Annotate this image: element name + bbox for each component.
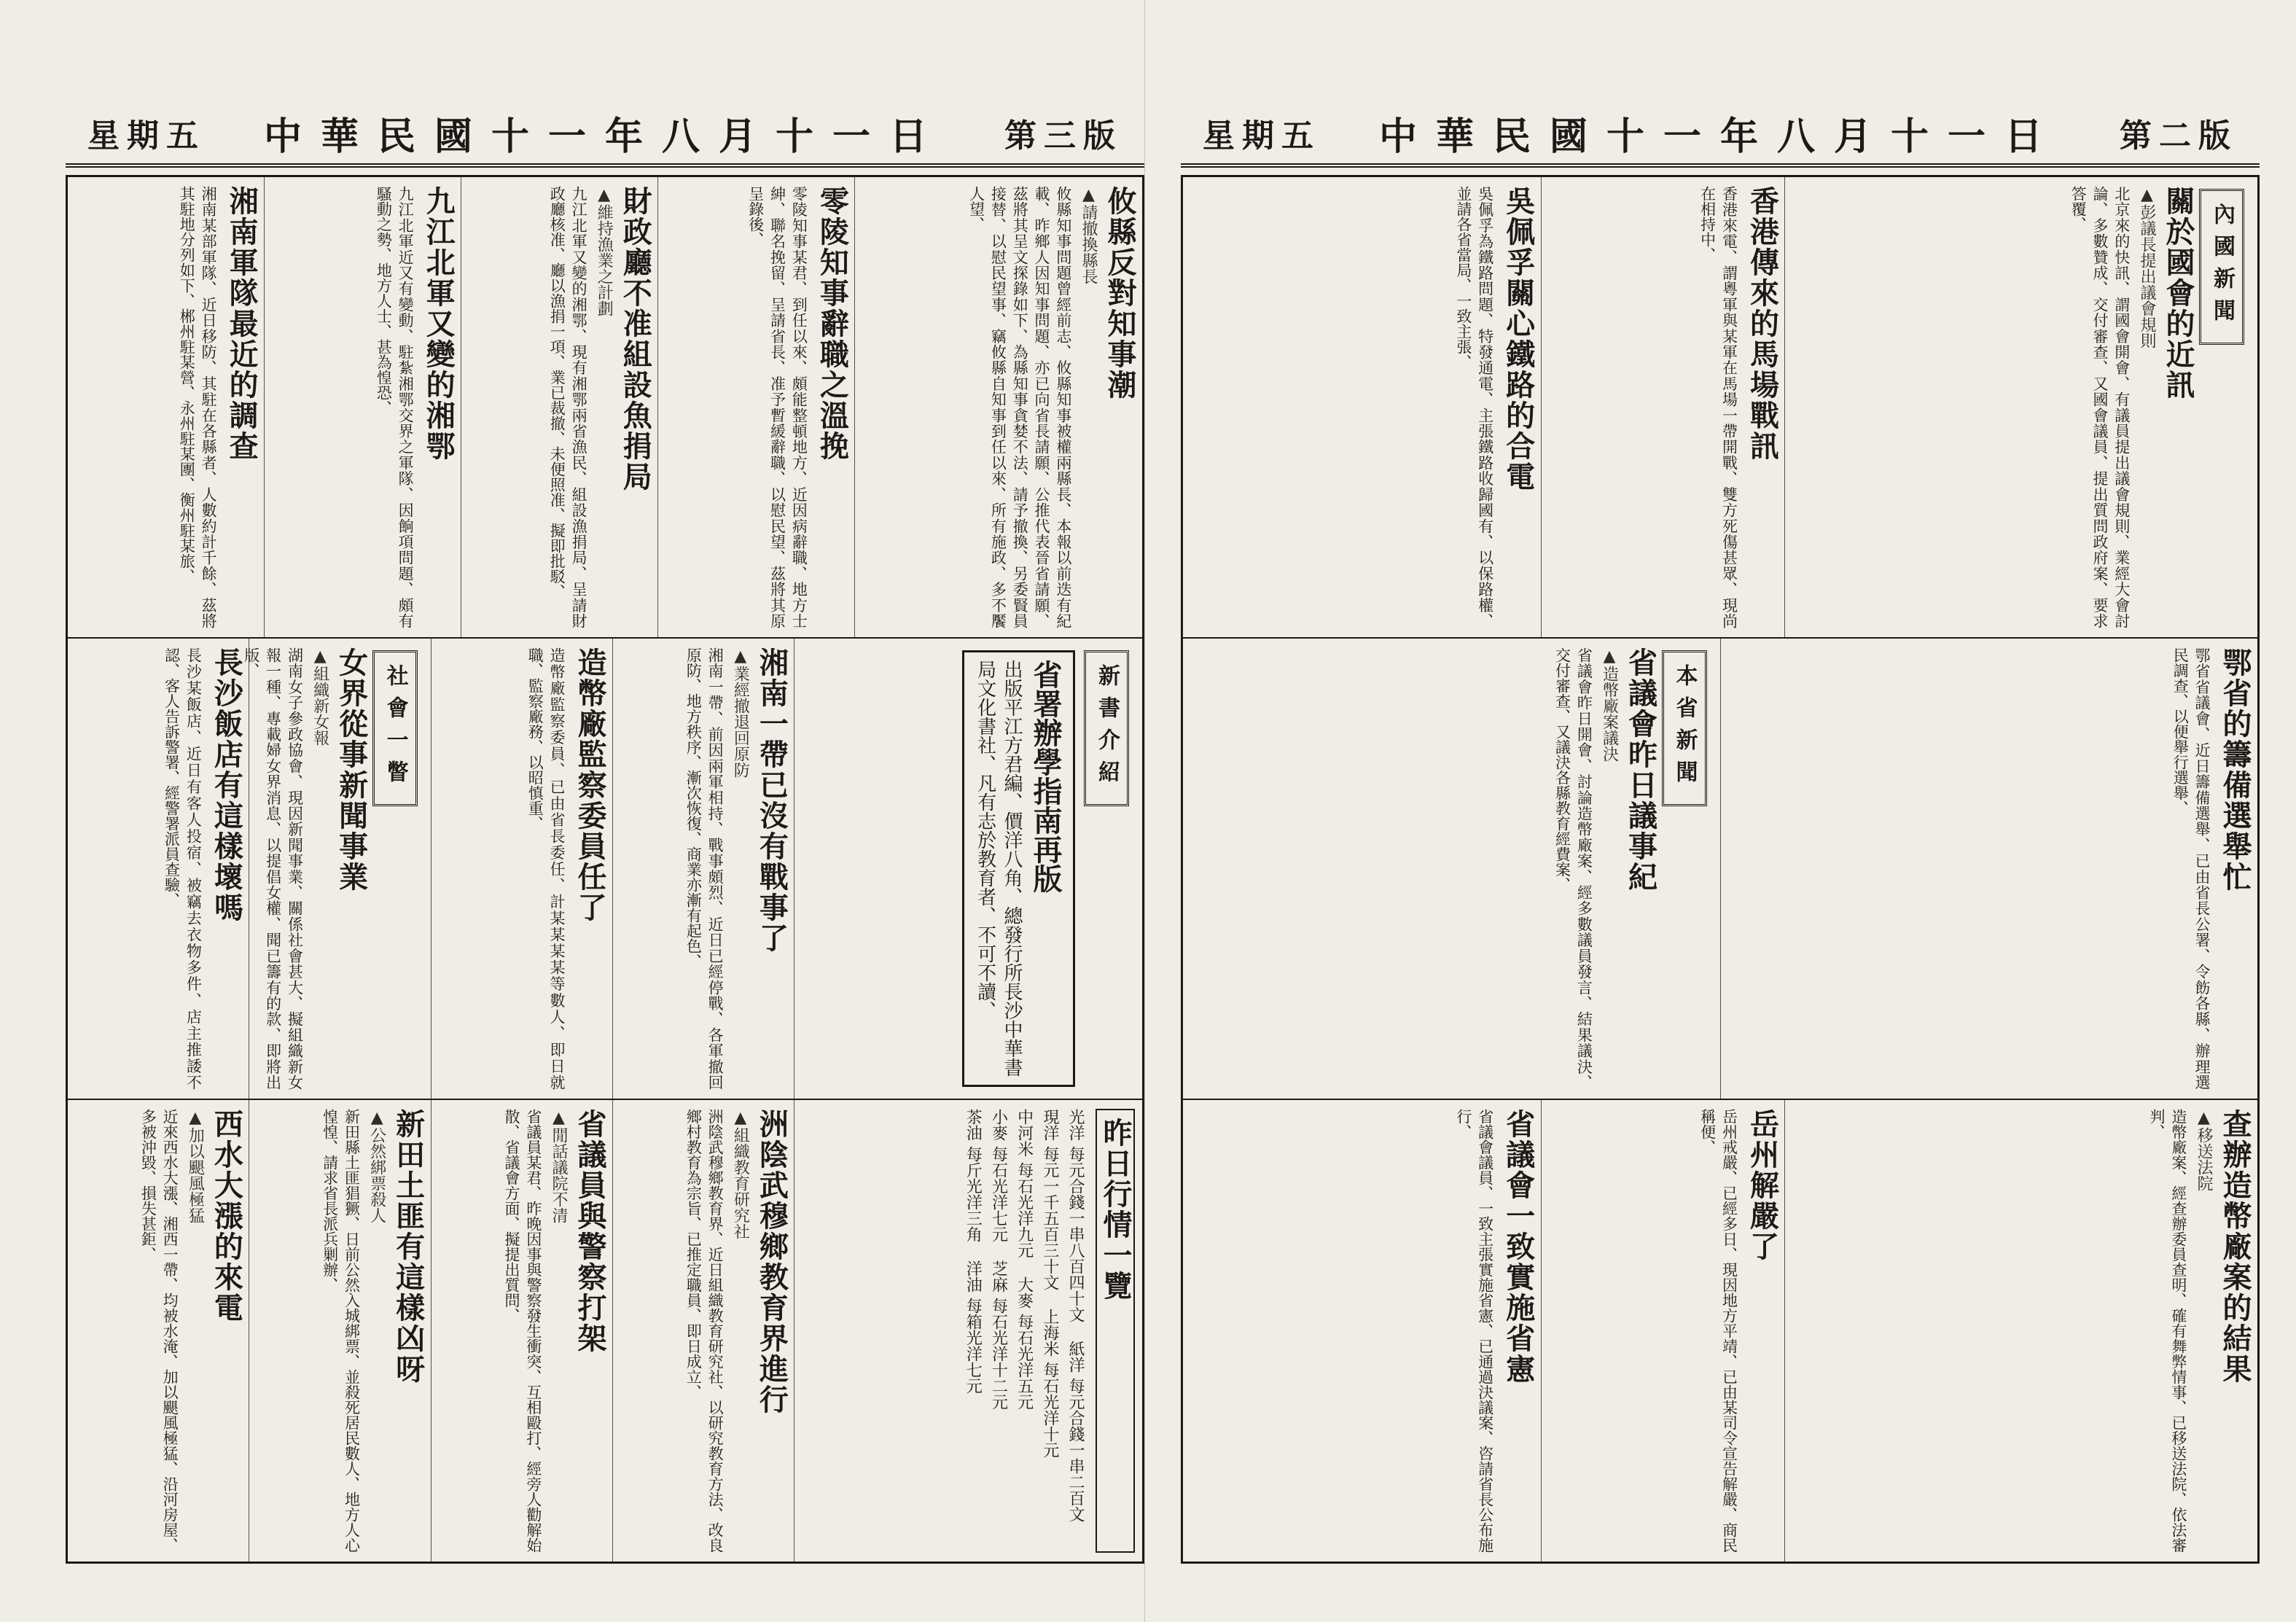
article-women-press: [242, 639, 430, 1099]
right-section-label: 第二版: [2119, 117, 2238, 155]
article-body: 長沙某飯店、近日有客人投宿、被竊去衣物多件、店主推諉不認、客人告訴警署、經警署派員查驗、: [163, 647, 203, 1090]
article-headline: 九江北軍又變的湘鄂: [421, 186, 456, 461]
article-lingling: [657, 177, 854, 637]
article-body: 吳佩孚為鐵路問題、特發通電、主張鐵路收歸國有、以保路權、並請各省當局、一致主張、: [1454, 186, 1494, 628]
article-subhead: ▲造幣廠案議決: [1600, 647, 1619, 762]
article-hubei-election: [1720, 639, 2258, 1099]
article-xiangnan-army: [68, 177, 264, 637]
article-body: 九江北軍近又有變動、駐紮湘鄂交界之軍隊、因餉項問題、頗有騷動之勢、地方人士、甚為惶恐、: [375, 186, 415, 628]
article-caizheng: [461, 177, 657, 637]
market-item: 現洋 每元一千五百三十文: [1040, 1109, 1059, 1290]
article-headline: 長沙飯店有這樣壞嗎: [209, 647, 244, 923]
article-body: 九江北軍又變的湘鄂、現有湘鄂兩省漁民、組設漁捐局、呈請財政廳核准、廳以漁捐一項、業已裁撤、未便照准、擬即批駁、: [548, 186, 588, 628]
left-section-label: 第三版: [1004, 117, 1122, 155]
right-page-body: [1181, 175, 2260, 1564]
article-headline: 湘南一帶已沒有戰事了: [754, 647, 789, 954]
market-item: 上海米 每石光洋十元: [1040, 1309, 1059, 1458]
ad-box: [962, 650, 1075, 1087]
article-subhead: ▲彭議長提出議會規則: [2138, 186, 2156, 348]
article-headline: 女界從事新聞事業: [334, 647, 369, 892]
article-headline: 湘南軍隊最近的調查: [224, 186, 259, 461]
article-headline: 新田土匪有這樣凶呀: [391, 1109, 426, 1384]
left-band-middle: [68, 639, 1142, 1100]
article-wumu-edu: [612, 1100, 794, 1561]
article-body: 省議會昨日開會、討論造幣廠案、經多數議員發言、結果議決、交付審查、又議決各縣教育經費案、: [1553, 647, 1593, 1090]
left-page: [66, 29, 1144, 1593]
social-section-label: 社會一瞥: [372, 650, 418, 806]
article-headline: 省議會一致實施省憲: [1501, 1109, 1536, 1384]
article-headline: 造幣廠監察委員任了: [573, 647, 607, 923]
market-title: 昨日行情一覽: [1096, 1109, 1135, 1553]
page-gutter: [1144, 0, 1152, 1622]
article-provincial-constitution: [1183, 1100, 1541, 1561]
market-item: 小麥 每石光洋七元: [989, 1109, 1008, 1242]
article-headline: 吳佩孚關心鐵路的合電: [1501, 186, 1536, 492]
market-item: 光洋 每元合錢一串八百四十文: [1066, 1109, 1085, 1322]
market-item: 洋油 每箱光洋七元: [964, 1260, 983, 1394]
left-date: 中華民國十一年八月十一日: [263, 114, 946, 159]
article-subhead: ▲維持漁業之計劃: [595, 186, 614, 316]
article-headline: 岳州解嚴了: [1745, 1109, 1780, 1262]
article-headline: 鄂省的籌備選舉忙: [2218, 647, 2252, 892]
ad-section-label: 新書介紹: [1084, 650, 1129, 806]
market-item: 中河米 每石光洋九元: [1015, 1109, 1034, 1258]
ad-text: 出版平江方君編、價洋八角、總發行所長沙中華書局文化書社、凡有志於教育者、不可不讀、: [974, 660, 1023, 1077]
article-national-assembly: [1784, 177, 2257, 637]
article-west-flood: [68, 1100, 249, 1561]
article-headline: 洲陰武穆鄉教育界進行: [754, 1109, 789, 1415]
article-subhead: ▲加以颶風極猛: [186, 1109, 205, 1223]
article-body: 造幣廠監察委員、已由省長委任、計某某某某等數人、即日就職、監察廠務、以昭慎重、: [526, 647, 566, 1090]
market-item: 芝麻 每石光洋十二元: [989, 1260, 1008, 1410]
left-page-body: [66, 175, 1144, 1564]
market-item: 紙洋 每元合錢一串二百文: [1066, 1341, 1085, 1522]
article-hongkong: [1541, 177, 1785, 637]
right-page: [1181, 29, 2260, 1593]
article-headline: 關於國會的近訊: [2161, 186, 2195, 400]
article-xiangnan-peace: [612, 639, 794, 1099]
article-wu-peifu: [1183, 177, 1541, 637]
article-youxian: [854, 177, 1142, 637]
article-legislator-fight: [431, 1100, 612, 1561]
article-body: 湖南女子參政協會、現因新聞事業、關係社會甚大、擬組織新女報一種、專載婦女界消息、以提倡女權、聞已籌有的款、即將出版、: [242, 647, 304, 1090]
article-changsha-hotel: [68, 639, 249, 1099]
article-headline: 攸縣反對知事潮: [1103, 186, 1137, 400]
article-body: 北京來的快訊、謂國會開會、有議員提出議會規則、業經大會討論、多數贊成、交付審查、又國會議員、提出質問政府案、要求答覆、: [2069, 186, 2131, 628]
article-subhead: ▲業經撤退回原防: [731, 647, 750, 778]
article-subhead: ▲閒話議院不清: [550, 1109, 568, 1223]
right-date: 中華民國十一年八月十一日: [1378, 114, 2061, 159]
right-band-middle: [1183, 639, 2257, 1100]
article-body: 香港來電、謂粵軍與某軍在馬場一帶開戰、雙方死傷甚眾、現尚在相持中、: [1698, 186, 1738, 628]
left-page-header: [66, 102, 1144, 168]
ad-title: 省署辦學指南再版: [1028, 660, 1063, 893]
left-band-bottom: [68, 1100, 1142, 1561]
article-body: 省議員某君、昨晚因事與警察發生衝突、互相毆打、經旁人勸解始散、省議會方面、擬提出質問、: [503, 1109, 542, 1553]
article-subhead: ▲移送法院: [2195, 1109, 2213, 1191]
article-subhead: ▲公然綁票殺人: [367, 1109, 386, 1223]
article-body: 湘南一帶、前因兩軍相持、戰事頗烈、近日已經停戰、各軍撤回原防、地方秩序、漸次恢復、商業亦漸有起色、: [684, 647, 725, 1090]
right-page-header: [1181, 102, 2260, 168]
article-headline: 查辦造幣廠案的結果: [2218, 1109, 2252, 1384]
article-headline: 西水大漲的來電: [209, 1109, 244, 1323]
article-yuezhou: [1541, 1100, 1785, 1561]
article-body: 省議會議員、一致主張實施省憲、已通過決議案、咨請省長公布施行、: [1454, 1109, 1494, 1553]
article-headline: 省議員與警察打架: [573, 1109, 607, 1354]
right-weekday: 星期五: [1203, 117, 1321, 155]
article-body: 新田縣土匪猖獗、日前公然入城綁票、並殺死居民數人、地方人心惶惶、請求省長派兵剿辦、: [321, 1109, 361, 1553]
market-list: [802, 1109, 1088, 1553]
article-mint-investigation: [1784, 1100, 2257, 1561]
article-subhead: ▲請撤換縣長: [1079, 186, 1098, 284]
article-body: 湘南某部軍隊、近日移防、其駐在各縣者、人數約計千餘、茲將其駐地分列如下、郴州駐某營、永州駐某團、衡州駐某旅、: [178, 186, 218, 628]
article-body: 岳州戒嚴、已經多日、現因地方平靖、已由某司令宣告解嚴、商民稱便、: [1698, 1109, 1738, 1553]
article-body: 零陵知事某君、到任以來、頗能整頓地方、近因病辭職、地方士紳、聯名挽留、呈請省長、准予暫緩辭職、以慰民望、茲將其原呈錄後、: [746, 186, 808, 628]
market-item: 茶油 每斤光洋三角: [964, 1109, 983, 1242]
market-item: 大麥 每石光洋五元: [1015, 1276, 1034, 1410]
article-body: 洲陰武穆鄉教育界、近日組織教育研究社、以研究教育方法、改良鄉村教育為宗旨、已推定職員、即日成立、: [684, 1109, 725, 1553]
article-jiujiang: [264, 177, 461, 637]
article-xintian-bandits: [249, 1100, 430, 1561]
market-table: [794, 1100, 1142, 1561]
article-provincial-assembly: [1183, 639, 1720, 1099]
right-band-top: [1183, 177, 2257, 639]
article-body: 造幣廠案、經查辦委員查明、確有舞弊情事、已移送法院、依法審判、: [2148, 1109, 2187, 1553]
article-headline: 財政廳不准組設魚捐局: [618, 186, 653, 492]
left-band-top: [68, 177, 1142, 639]
article-body: 近來西水大漲、湘西一帶、均被水淹、加以颶風極猛、沿河房屋、多被沖毀、損失甚鉅、: [139, 1109, 179, 1553]
article-body: 攸縣知事問題曾經前志、攸縣知事被權兩縣長、本報以前迭有紀載、昨鄉人因知事問題、亦已向省長請願、公推代表晉省請願、茲將其呈文探錄如下、為縣知事貪婪不法、請予撤換、另委賢員接替、以慰民望事、竊攸縣自知事到任以來、所有施政、多不饜人望、: [967, 186, 1072, 628]
provincial-news-label: 本省新聞: [1662, 650, 1707, 806]
article-headline: 零陵知事辭職之溫挽: [815, 186, 850, 461]
article-headline: 香港傳來的馬場戰訊: [1745, 186, 1780, 461]
article-mint: [431, 639, 612, 1099]
right-band-bottom: [1183, 1100, 2257, 1561]
article-headline: 省議會昨日議事紀: [1623, 647, 1658, 892]
left-weekday: 星期五: [87, 117, 206, 155]
article-subhead: ▲組織教育研究社: [731, 1109, 750, 1239]
article-body: 鄂省省議會、近日籌備選舉、已由省長公署、令飭各縣、辦理選民調查、以便舉行選舉、: [2171, 647, 2211, 1090]
article-subhead: ▲組織新女報: [311, 647, 329, 746]
domestic-news-label: 內國新聞: [2199, 189, 2244, 345]
new-book-ad: [794, 639, 1142, 1099]
